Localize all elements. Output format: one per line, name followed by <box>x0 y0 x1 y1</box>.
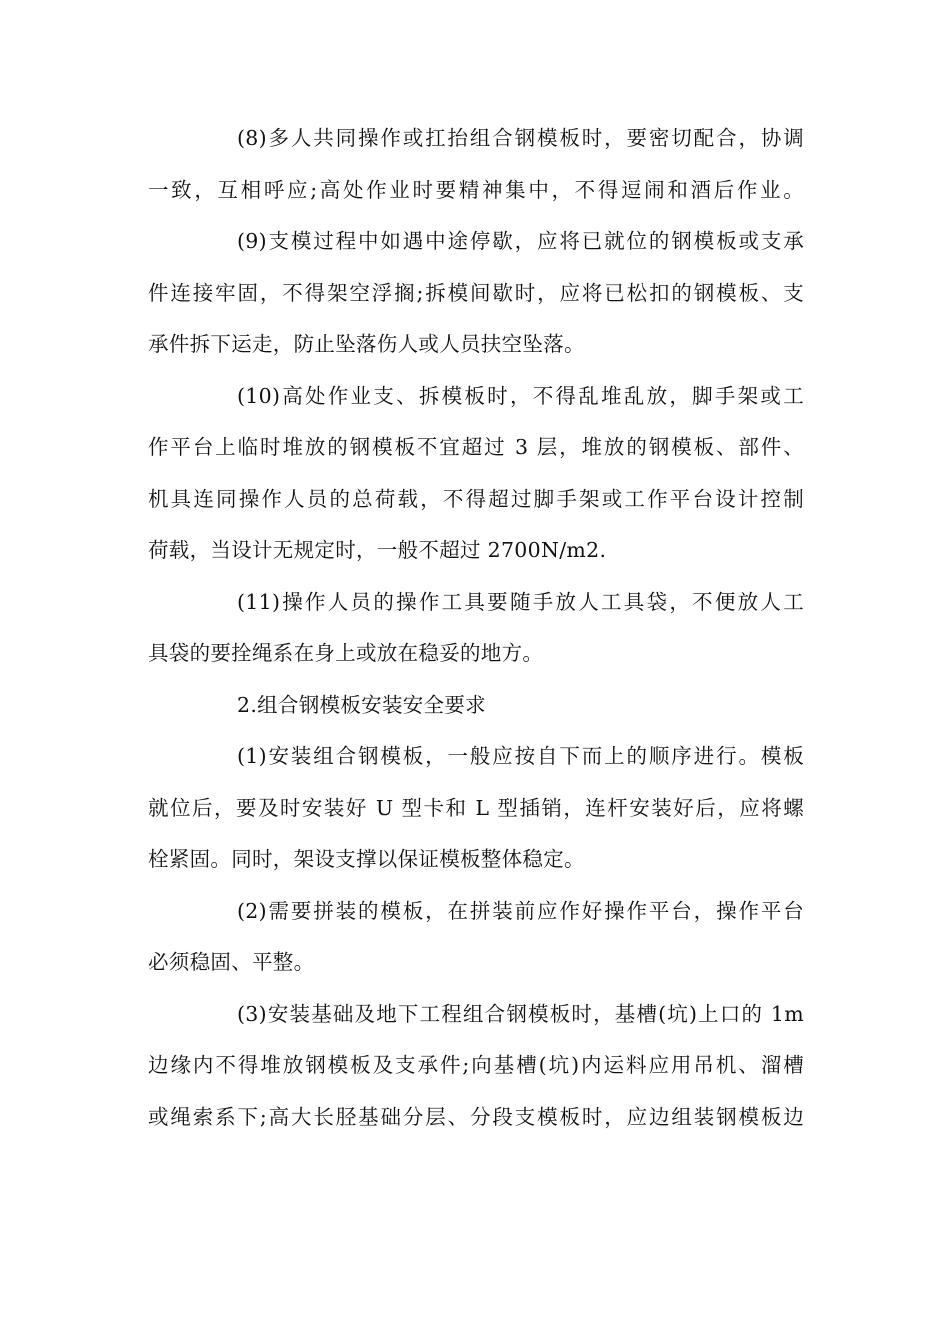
document-body <box>148 120 804 1150</box>
requirement-1-line-2: 就位后，要及时安装好 U 型卡和 L 型插销，连杆安装好后，应将螺 <box>148 795 804 820</box>
requirement-3-line-2: 边缘内不得堆放钢模板及支承件;向基槽(坑)内运料应用吊机、溜槽 <box>148 1053 804 1077</box>
paragraph-8-line-2: 一致，互相呼应;高处作业时要精神集中，不得逗闹和酒后作业。 <box>148 177 804 202</box>
requirement-3-line-3: 或绳索系下;高大长胫基础分层、分段支模板时，应边组装钢模板边 <box>148 1104 804 1129</box>
paragraph-9-line-1: (9)支模过程中如遇中途停歇，应将已就位的钢模板或支承 <box>237 229 804 253</box>
requirement-1-line-1: (1)安装组合钢模板，一般应按自下而上的顺序进行。模板 <box>237 744 804 768</box>
paragraph-8-line-1: (8)多人共同操作或扛抬组合钢模板时，要密切配合，协调 <box>237 126 804 150</box>
requirement-2-line-1: (2)需要拼装的模板，在拼装前应作好操作平台，操作平台 <box>237 898 804 923</box>
requirement-1-line-3: 栓紧固。同时，架设支撑以保证模板整体稳定。 <box>148 847 585 871</box>
paragraph-10-line-2: 作平台上临时堆放的钢模板不宜超过 3 层，堆放的钢模板、部件、 <box>148 435 804 459</box>
paragraph-11-line-2: 具袋的要拴绳系在身上或放在稳妥的地方。 <box>148 641 544 665</box>
paragraph-10-line-3: 机具连同操作人员的总荷载，不得超过脚手架或工作平台设计控制 <box>148 486 804 511</box>
requirement-3-line-1: (3)安装基础及地下工程组合钢模板时，基槽(坑)上口的 1m <box>237 1001 804 1026</box>
paragraph-11-line-1: (11)操作人员的操作工具要随手放人工具袋，不便放人工 <box>237 589 804 614</box>
requirement-2-line-2: 必须稳固、平整。 <box>148 950 315 974</box>
paragraph-9-line-2: 件连接牢固，不得架空浮搁;拆模间歇时，应将已松扣的钢模板、支 <box>148 280 804 305</box>
paragraph-10-line-4: 荷载，当设计无规定时，一般不超过 2700N/m2. <box>148 538 607 562</box>
section-heading: 2.组合钢模板安装安全要求 <box>237 692 486 717</box>
paragraph-9-line-3: 承件拆下运走，防止坠落伤人或人员扶空坠落。 <box>148 332 585 356</box>
paragraph-10-line-1: (10)高处作业支、拆模板时，不得乱堆乱放，脚手架或工 <box>237 383 804 408</box>
